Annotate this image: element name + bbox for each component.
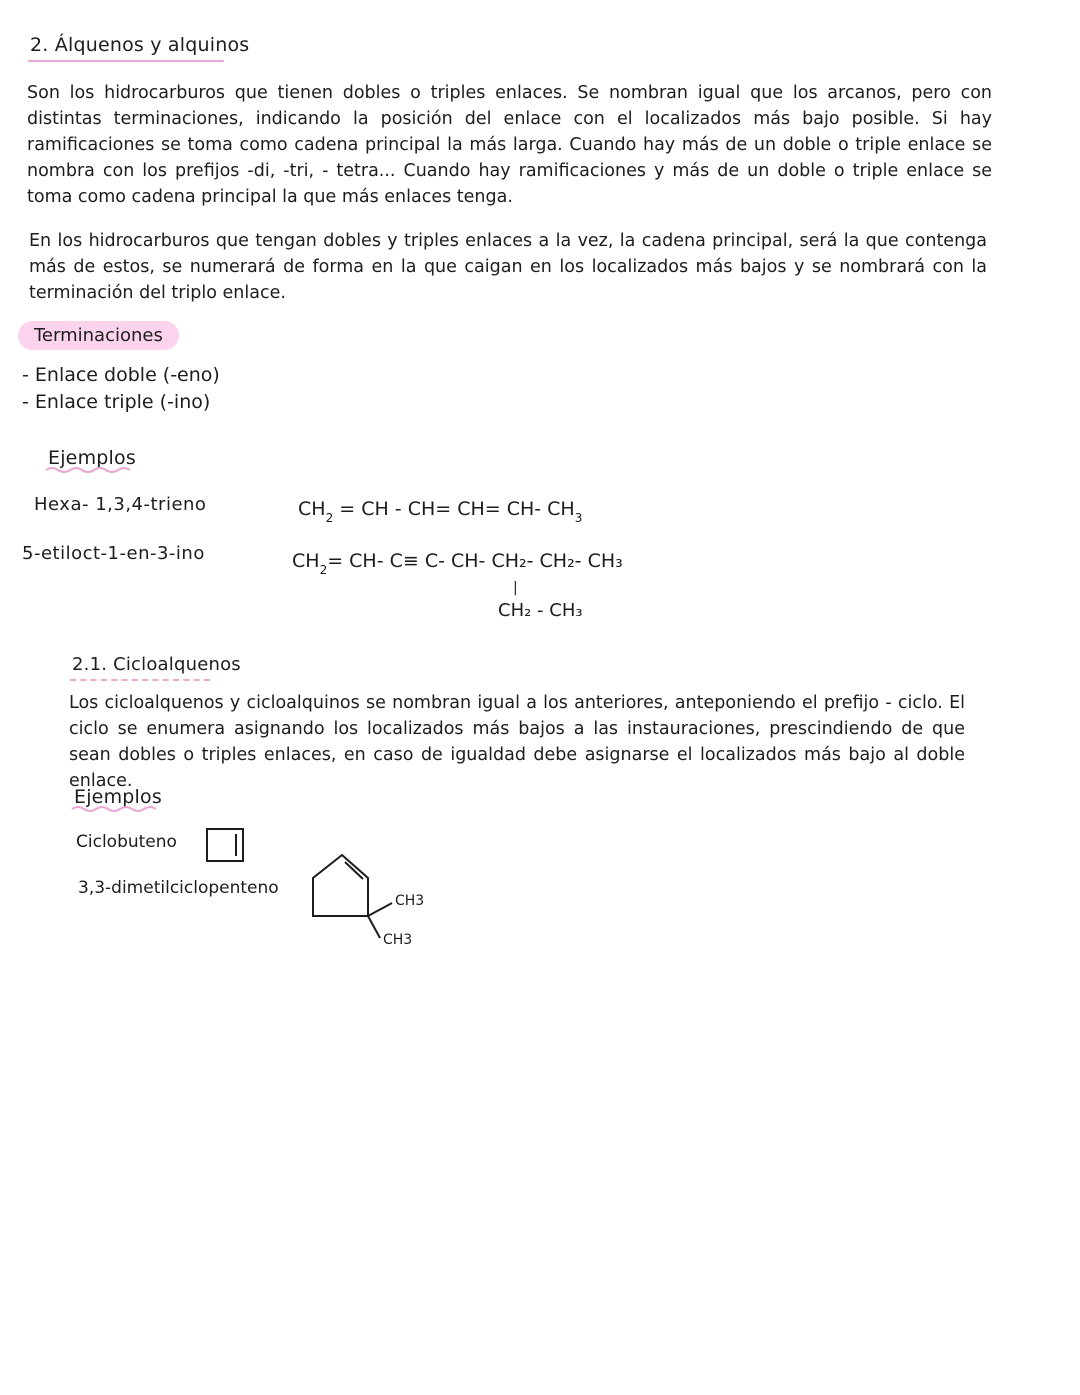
wavy-underline-2 <box>70 805 160 813</box>
ciclobuteno-name: Ciclobuteno <box>76 832 177 852</box>
paragraph-cicloalquenos: Los cicloalquenos y cicloalquinos se nombran igual a los anteriores, anteponiendo el prefijo - ciclo. El ciclo se enumera asignando los localizados más bajos a las instauraciones, prescindiendo de que sean dobles o triples enlaces, en caso de igualdad debe asignarse el localizados más bajo al doble enlace. <box>69 693 965 791</box>
ciclobuteno-structure <box>204 826 248 866</box>
formula-2-post: = CH- C≡ C- CH- CH₂- CH₂- CH₃ <box>327 550 623 572</box>
example-2-formula <box>292 550 623 577</box>
formula-2-pre: CH <box>292 550 320 572</box>
paragraph-mixed-bonds: En los hidrocarburos que tengan dobles y triples enlaces a la vez, la cadena principal, será la que contenga más de estos, se numerará de forma en la que caigan en los localizados más bajos y se nombrará con la terminación del triplo enlace. <box>29 231 987 303</box>
section-2-title: 2. Álquenos y alquinos <box>30 34 250 56</box>
section-2-1-title: 2.1. Cicloalquenos <box>72 654 241 675</box>
branch-ethyl: CH₂ - CH₃ <box>498 600 583 621</box>
title-underline <box>28 60 224 62</box>
formula-1-sub: 2 <box>325 511 334 525</box>
methyl-label-2: CH3 <box>383 932 413 948</box>
branch-bond: | <box>513 580 518 596</box>
terminaciones-item-triple: - Enlace triple (-ino) <box>22 391 211 413</box>
terminaciones-label: Terminaciones <box>18 321 179 350</box>
example-2-name: 5-etiloct-1-en-3-ino <box>22 543 205 564</box>
ejemplos-2-label: Ejemplos <box>74 786 162 808</box>
formula-1-post: = CH - CH= CH= CH- CH <box>333 498 575 520</box>
example-1-formula <box>298 498 583 525</box>
terminaciones-item-doble: - Enlace doble (-eno) <box>22 364 220 386</box>
dimetilciclopenteno-structure <box>305 848 445 948</box>
dimetilciclopenteno-name: 3,3-dimetilciclopenteno <box>78 878 279 898</box>
formula-1-pre: CH <box>298 498 326 520</box>
wavy-underline <box>44 466 134 474</box>
example-1-name: Hexa- 1,3,4-trieno <box>34 494 207 515</box>
subtitle-dashed-underline <box>70 679 210 681</box>
formula-2-sub: 2 <box>319 563 328 577</box>
formula-1-end-sub: 3 <box>574 511 583 525</box>
paragraph-intro: Son los hidrocarburos que tienen dobles o triples enlaces. Se nombran igual que los arcanos, pero con distintas terminaciones, indicando la posición del enlace con el localizados más bajo posible. Si hay ramificaciones se toma como cadena principal la más larga. Cuando hay más de un doble o triple enlace se nombra con los prefijos -di, -tri, - tetra... Cuando hay ramificaciones y más de un doble o triple enlace se toma como cadena principal la que más enlaces tenga. <box>27 83 992 207</box>
ejemplos-label: Ejemplos <box>48 447 136 469</box>
methyl-label-1: CH3 <box>395 893 425 909</box>
